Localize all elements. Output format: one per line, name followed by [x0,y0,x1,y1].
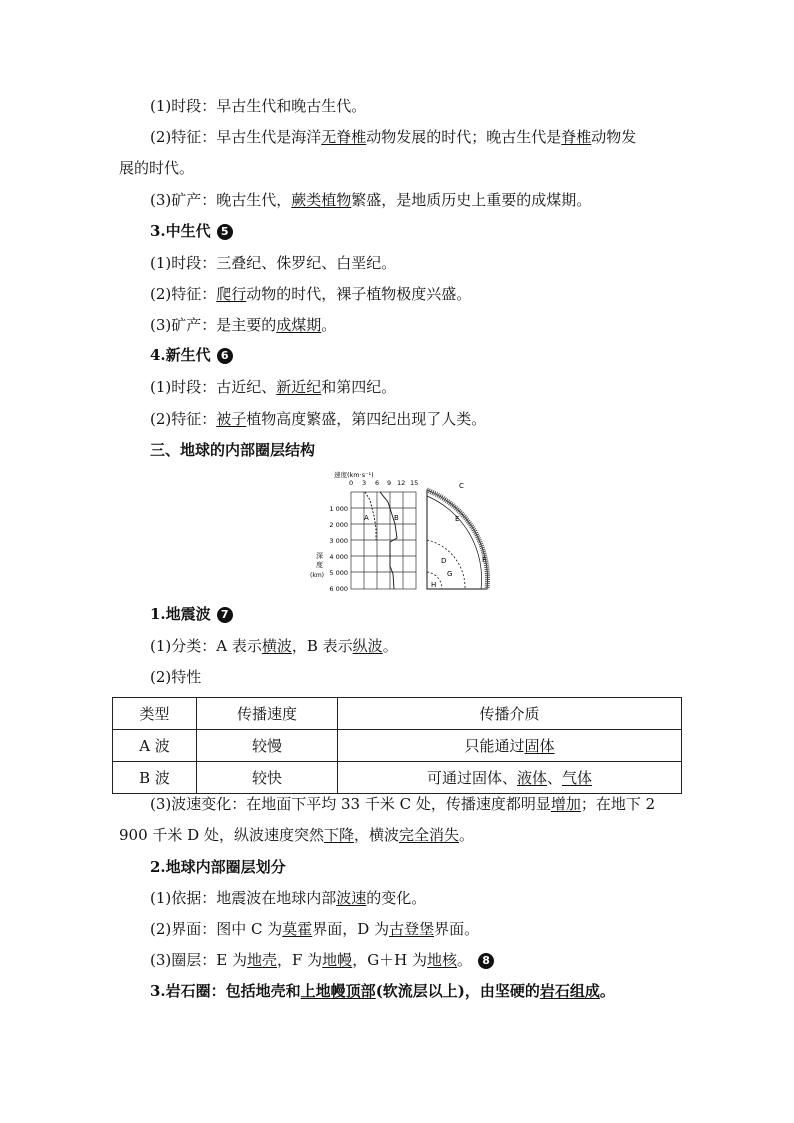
mesozoic-mineral: (3)矿产：是主要的成煤期。 [150,316,337,334]
layers-interfaces: (2)界面：图中 C 为莫霍界面，D 为古登堡界面。 [150,920,480,938]
speed-tick: 12 [397,479,406,487]
layer-label-g: G [447,570,453,578]
paleozoic-mineral: (3)矿产：晚古生代，蕨类植物繁盛，是地质历史上重要的成煤期。 [150,191,592,209]
mesozoic-period: (1)时段：三叠纪、侏罗纪、白垩纪。 [150,254,397,272]
seismic-classification: (1)分类：A 表示横波，B 表示纵波。 [150,637,398,655]
svg-text:深: 深 [316,552,323,560]
number-8-icon: 8 [478,953,494,969]
table-cell: 较慢 [197,730,338,762]
depth-tick: 6 000 [329,585,348,593]
cenozoic-period: (1)时段：古近纪、新近纪和第四纪。 [150,378,397,396]
section-heading: 三、地球的内部圈层结构 [150,441,316,459]
speed-change-line2: 900 千米 D 处，纵波速度突然下降，横波完全消失。 [119,826,475,844]
depth-tick: 2 000 [329,521,348,529]
table-cell: 可通过固体、液体、气体 [338,762,682,794]
mesozoic-feature: (2)特征：爬行动物的时代，裸子植物极度兴盛。 [150,285,472,303]
layer-label-e: E [455,515,460,523]
number-6-icon: 6 [217,348,233,364]
depth-tick: 1 000 [329,505,348,513]
chart-grid [351,492,416,589]
layer-label-d: D [441,557,447,565]
speed-axis-label: 速度(km·s⁻¹) [334,471,374,479]
mesozoic-heading: 3.中生代 5 [150,221,233,241]
earth-structure-figure [310,468,490,594]
table-row [113,762,682,794]
depth-tick: 5 000 [329,569,348,577]
number-7-icon: 7 [217,607,233,623]
lithosphere-line: 3.岩石圈：包括地壳和上地幔顶部(软流层以上)，由坚硬的岩石组成。 [150,982,615,1000]
depth-label [310,552,324,579]
number-5-icon: 5 [217,224,233,240]
table-header: 传播速度 [197,698,338,730]
cenozoic-heading: 4.新生代 6 [150,345,233,365]
speed-tick: 9 [387,479,392,487]
curve-label-b: B [394,514,399,522]
svg-text:度: 度 [316,561,323,569]
layer-label-c: C [459,482,464,490]
speed-change-line1: (3)波速变化：在地面下平均 33 千米 C 处，传播速度都明显增加；在地下 2 [150,795,656,813]
layer-label-h: H [431,581,437,589]
depth-ticks [329,505,348,593]
table-cell: A 波 [113,730,197,762]
table-header: 类型 [113,698,197,730]
speed-tick: 6 [375,479,380,487]
table-cell: 较快 [197,762,338,794]
layers-spheres: (3)圈层：E 为地壳，F 为地幔，G＋H 为地核。 8 [150,950,494,970]
speed-ticks [349,479,418,487]
speed-tick: 0 [349,479,354,487]
speed-tick: 3 [362,479,367,487]
table-header: 传播介质 [338,698,682,730]
paleozoic-feature: (2)特征：早古生代是海洋无脊椎动物发展的时代；晚古生代是脊椎动物发 [150,128,637,146]
wave-table [112,697,682,794]
speed-tick: 15 [410,479,419,487]
layers-heading: 2.地球内部圈层划分 [150,858,286,876]
curve-b [380,492,397,589]
table-header-row [113,698,682,730]
paleozoic-feature-cont: 展的时代。 [119,159,195,177]
depth-tick: 4 000 [329,553,348,561]
table-cell: 只能通过固体 [338,730,682,762]
layers-basis: (1)依据：地震波在地球内部波速的变化。 [150,889,427,907]
paleozoic-period: (1)时段：早古生代和晚古生代。 [150,97,367,115]
table-cell: B 波 [113,762,197,794]
depth-tick: 3 000 [329,537,348,545]
seismic-heading: 1.地震波 7 [150,604,233,624]
curve-label-a: A [364,514,369,522]
earth-cross-section [427,490,488,589]
svg-text:(km): (km) [310,572,325,579]
cenozoic-feature: (2)特征：被子植物高度繁盛，第四纪出现了人类。 [150,410,487,428]
seismic-traits-heading: (2)特性 [150,668,202,686]
table-row [113,730,682,762]
layer-label-f: F [482,556,487,564]
